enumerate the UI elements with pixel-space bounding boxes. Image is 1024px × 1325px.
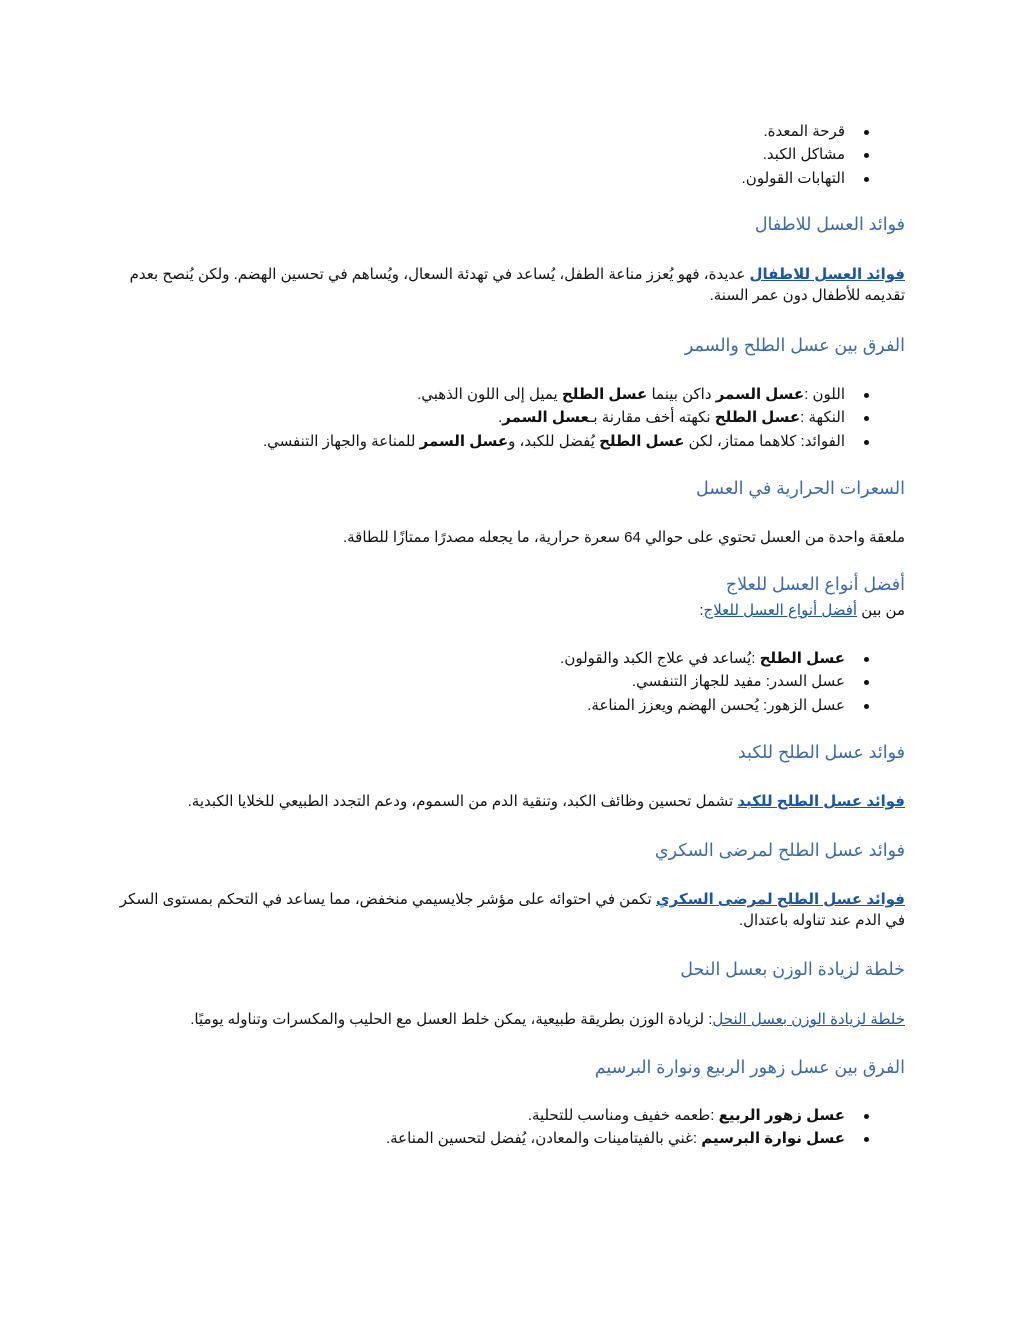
section-heading: السعرات الحرارية في العسل bbox=[696, 478, 905, 498]
list-item: عسل الطلح :يُساعد في علاج الكبد والقولون. bbox=[115, 647, 905, 670]
section-heading: فوائد العسل للاطفال bbox=[754, 214, 905, 234]
list-item: عسل نوارة البرسيم :غني بالفيتامينات والمعادن، يُفضل لتحسين المناعة. bbox=[115, 1127, 905, 1150]
section-heading: الفرق بين عسل زهور الربيع ونوارة البرسيم bbox=[594, 1057, 905, 1077]
bullet-icon bbox=[864, 153, 869, 158]
bullet-icon bbox=[864, 680, 869, 685]
list-item: قرحة المعدة. bbox=[115, 120, 905, 143]
bullet-icon bbox=[864, 177, 869, 182]
section-heading: خلطة لزيادة الوزن بعسل النحل bbox=[680, 959, 905, 979]
bullet-icon bbox=[864, 1114, 869, 1119]
bullet-icon bbox=[864, 393, 869, 398]
list-item: النكهة :عسل الطلح نكهته أخف مقارنة بـعسل السمر. bbox=[115, 406, 905, 429]
bullet-icon bbox=[864, 130, 869, 135]
paragraph: فوائد العسل للاطفال عديدة، فهو يُعزز مناعة الطفل، يُساعد في تهدئة السعال، ويُساهم في تحسين الهضم. ولكن يُنصح بعدم تقديمه للأطفال دون عمر السنة. bbox=[129, 266, 905, 304]
liver-benefits-link[interactable]: فوائد عسل الطلح للكبد bbox=[737, 793, 905, 810]
conditions-list bbox=[115, 120, 905, 190]
paragraph: خلطة لزيادة الوزن بعسل النحل: لزيادة الوزن بطريقة طبيعية، يمكن خلط العسل مع الحليب والمكسرات وتناوله يوميًا. bbox=[190, 1011, 905, 1028]
list-item: عسل زهور الربيع :طعمه خفيف ومناسب للتحلية. bbox=[115, 1104, 905, 1127]
list-item: الفوائد: كلاهما ممتاز، لكن عسل الطلح يُفضل للكبد، وعسل السمر للمناعة والجهاز التنفسي. bbox=[115, 430, 905, 453]
weight-recipe-link[interactable]: خلطة لزيادة الوزن بعسل النحل bbox=[712, 1011, 905, 1028]
bullet-icon bbox=[864, 657, 869, 662]
difference-list bbox=[115, 383, 905, 453]
paragraph: ملعقة واحدة من العسل تحتوي على حوالي 64 سعرة حرارية، ما يجعله مصدرًا ممتازًا للطاقة. bbox=[342, 529, 905, 546]
list-item: مشاكل الكبد. bbox=[115, 143, 905, 166]
bullet-icon bbox=[864, 416, 869, 421]
flower-honey-list bbox=[115, 1104, 905, 1151]
kids-benefits-link[interactable]: فوائد العسل للاطفال bbox=[749, 266, 905, 283]
paragraph: فوائد عسل الطلح للكبد تشمل تحسين وظائف الكبد، وتنقية الدم من السموم، ودعم التجدد الطبيعي للخلايا الكبدية. bbox=[187, 793, 905, 810]
section-heading: فوائد عسل الطلح للكبد bbox=[737, 742, 905, 762]
section-heading: أفضل أنواع العسل للعلاج bbox=[725, 574, 905, 594]
section-heading: الفرق بين عسل الطلح والسمر bbox=[684, 335, 905, 355]
section-heading: فوائد عسل الطلح لمرضى السكري bbox=[654, 840, 905, 860]
list-item: اللون :عسل السمر داكن بينما عسل الطلح يميل إلى اللون الذهبي. bbox=[115, 383, 905, 406]
bullet-icon bbox=[864, 704, 869, 709]
best-types-list bbox=[115, 647, 905, 717]
bullet-icon bbox=[864, 1137, 869, 1142]
best-honey-link[interactable]: أفضل أنواع العسل للعلاج bbox=[703, 602, 858, 619]
bullet-icon bbox=[864, 440, 869, 445]
paragraph: فوائد عسل الطلح لمرضى السكري تكمن في احتوائه على مؤشر جلايسيمي منخفض، مما يساعد في التحكم بمستوى السكر في الدم عند تناوله باعتدال. bbox=[119, 891, 905, 929]
list-item: عسل الزهور: يُحسن الهضم ويعزز المناعة. bbox=[115, 694, 905, 717]
document-page bbox=[115, 0, 905, 1325]
diabetes-benefits-link[interactable]: فوائد عسل الطلح لمرضى السكري bbox=[655, 891, 905, 908]
list-item: عسل السدر: مفيد للجهاز التنفسي. bbox=[115, 670, 905, 693]
list-item: التهابات القولون. bbox=[115, 167, 905, 190]
paragraph: من بين أفضل أنواع العسل للعلاج: bbox=[699, 602, 905, 619]
